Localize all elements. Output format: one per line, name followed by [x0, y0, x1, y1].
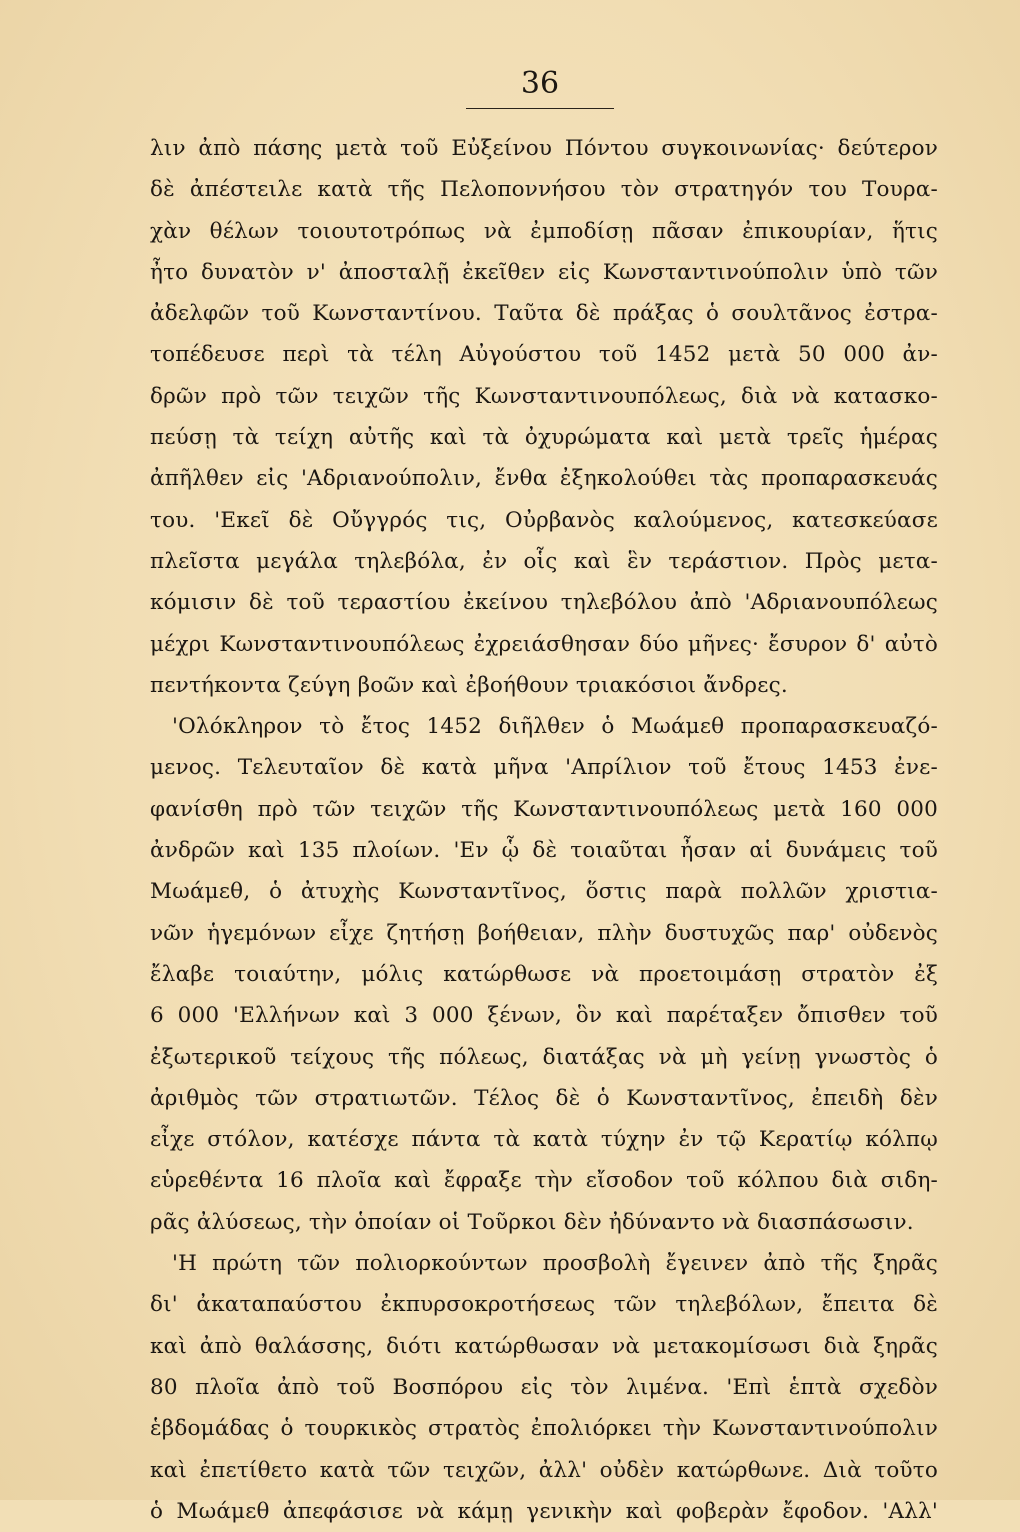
text-line: ἀδελφῶν τοῦ Κωνσταντίνου. Ταῦτα δὲ πράξας ὁ σουλτᾶνος ἐστρα- [150, 301, 938, 327]
text-line: νῶν ἡγεμόνων εἶχε ζητήσῃ βοήθειαν, πλὴν δυστυχῶς παρ' οὐδενὸς [150, 920, 938, 946]
text-line: ἑβδομάδας ὁ τουρκικὸς στρατὸς ἐπολιόρκει τὴν Κωνσταντινούπολιν [150, 1416, 938, 1442]
text-line: εὑρεθέντα 16 πλοῖα καὶ ἔφραξε τὴν εἴσοδον τοῦ κόλπου διὰ σιδη- [150, 1168, 938, 1194]
text-line: Μωάμεθ, ὁ ἀτυχὴς Κωνσταντῖνος, ὅστις παρὰ πολλῶν χριστια- [150, 879, 938, 905]
text-line: μενος. Τελευταῖον δὲ κατὰ μῆνα 'Απρίλιον τοῦ ἔτους 1453 ἐνε- [150, 755, 938, 781]
text-line: πεντήκοντα ζεύγη βοῶν καὶ ἐβοήθουν τριακόσιοι ἄνδρες. [150, 672, 788, 698]
page-number: 36 [520, 66, 560, 101]
text-line: 80 πλοῖα ἀπὸ τοῦ Βοσπόρου εἰς τὸν λιμένα. 'Επὶ ἑπτὰ σχεδὸν [150, 1374, 938, 1400]
text-line: κόμισιν δὲ τοῦ τεραστίου ἐκείνου τηλεβόλου ἀπὸ 'Αδριανουπόλεως [150, 590, 938, 616]
text-line: χὰν θέλων τοιουτοτρόπως νὰ ἐμποδίσῃ πᾶσαν ἐπικουρίαν, ἥτις [150, 218, 938, 244]
text-line: τοπέδευσε περὶ τὰ τέλη Αὐγούστου τοῦ 1452 μετὰ 50 000 ἀν- [150, 342, 938, 368]
text-line: εἶχε στόλον, κατέσχε πάντα τὰ κατὰ τύχην ἐν τῷ Κερατίῳ κόλπῳ [150, 1127, 938, 1153]
text-line: ἔλαβε τοιαύτην, μόλις κατώρθωσε νὰ προετοιμάσῃ στρατὸν ἐξ [150, 961, 938, 987]
text-line: 6 000 'Ελλήνων καὶ 3 000 ξένων, ὃν καὶ παρέταξεν ὄπισθεν τοῦ [150, 1003, 938, 1029]
text-line: λιν ἀπὸ πάσης μετὰ τοῦ Εὐξείνου Πόντου συγκοινωνίας· δεύτερον [150, 136, 938, 161]
text-line: φανίσθη πρὸ τῶν τειχῶν τῆς Κωνσταντινουπόλεως μετὰ 160 000 [150, 796, 938, 822]
text-line: του. 'Εκεῖ δὲ Οὔγγρός τις, Οὐρβανὸς καλούμενος, κατεσκεύασε [150, 507, 938, 533]
text-line: μέχρι Κωνσταντινουπόλεως ἐχρειάσθησαν δύο μῆνες· ἔσυρον δ' αὐτὸ [150, 631, 938, 657]
header-rule [466, 108, 614, 109]
text-line: ὁ Μωάμεθ ἀπεφάσισε νὰ κάμῃ γενικὴν καὶ φοβερὰν ἔφοδον. 'Αλλ' [150, 1498, 938, 1524]
text-line: 'Ολόκληρον τὸ ἔτος 1452 διῆλθεν ὁ Μωάμεθ προπαρασκευαζό- [172, 714, 938, 740]
text-line: ἦτο δυνατὸν ν' ἀποσταλῇ ἐκεῖθεν εἰς Κωνσταντινούπολιν ὑπὸ τῶν [150, 259, 938, 285]
text-line: δρῶν πρὸ τῶν τειχῶν τῆς Κωνσταντινουπόλεως, διὰ νὰ κατασκο- [150, 383, 938, 409]
text-line: ρᾶς ἀλύσεως, τὴν ὁποίαν οἱ Τοῦρκοι δὲν ἠδύναντο νὰ διασπάσωσιν. [150, 1209, 914, 1235]
text-line: ἀριθμὸς τῶν στρατιωτῶν. Τέλος δὲ ὁ Κωνσταντῖνος, ἐπειδὴ δὲν [150, 1085, 938, 1111]
body-text [150, 128, 938, 1532]
text-line: 'Η πρώτη τῶν πολιορκούντων προσβολὴ ἔγεινεν ἀπὸ τῆς ξηρᾶς [172, 1251, 938, 1277]
text-line: πεύσῃ τὰ τείχη αὐτῆς καὶ τὰ ὀχυρώματα καὶ μετὰ τρεῖς ἡμέρας [150, 425, 938, 451]
text-line: πλεῖστα μεγάλα τηλεβόλα, ἐν οἷς καὶ ἓν τεράστιον. Πρὸς μετα- [150, 548, 938, 574]
text-line: καὶ ἐπετίθετο κατὰ τῶν τειχῶν, ἀλλ' οὐδὲν κατώρθωνε. Διὰ τοῦτο [150, 1457, 938, 1483]
text-line: ἀνδρῶν καὶ 135 πλοίων. 'Εν ᾧ δὲ τοιαῦται ἦσαν αἱ δυνάμεις τοῦ [150, 838, 938, 864]
text-line: δι' ἀκαταπαύστου ἐκπυρσοκροτήσεως τῶν τηλεβόλων, ἔπειτα δὲ [150, 1292, 938, 1318]
text-line: δὲ ἀπέστειλε κατὰ τῆς Πελοποννήσου τὸν στρατηγόν του Τουρα- [150, 177, 938, 203]
text-line: καὶ ἀπὸ θαλάσσης, διότι κατώρθωσαν νὰ μετακομίσωσι διὰ ξηρᾶς [150, 1333, 938, 1359]
text-line: ἐξωτερικοῦ τείχους τῆς πόλεως, διατάξας νὰ μὴ γείνῃ γνωστὸς ὁ [150, 1044, 938, 1070]
text-line: ἀπῆλθεν εἰς 'Αδριανούπολιν, ἔνθα ἐξηκολούθει τὰς προπαρασκευάς [150, 466, 938, 492]
